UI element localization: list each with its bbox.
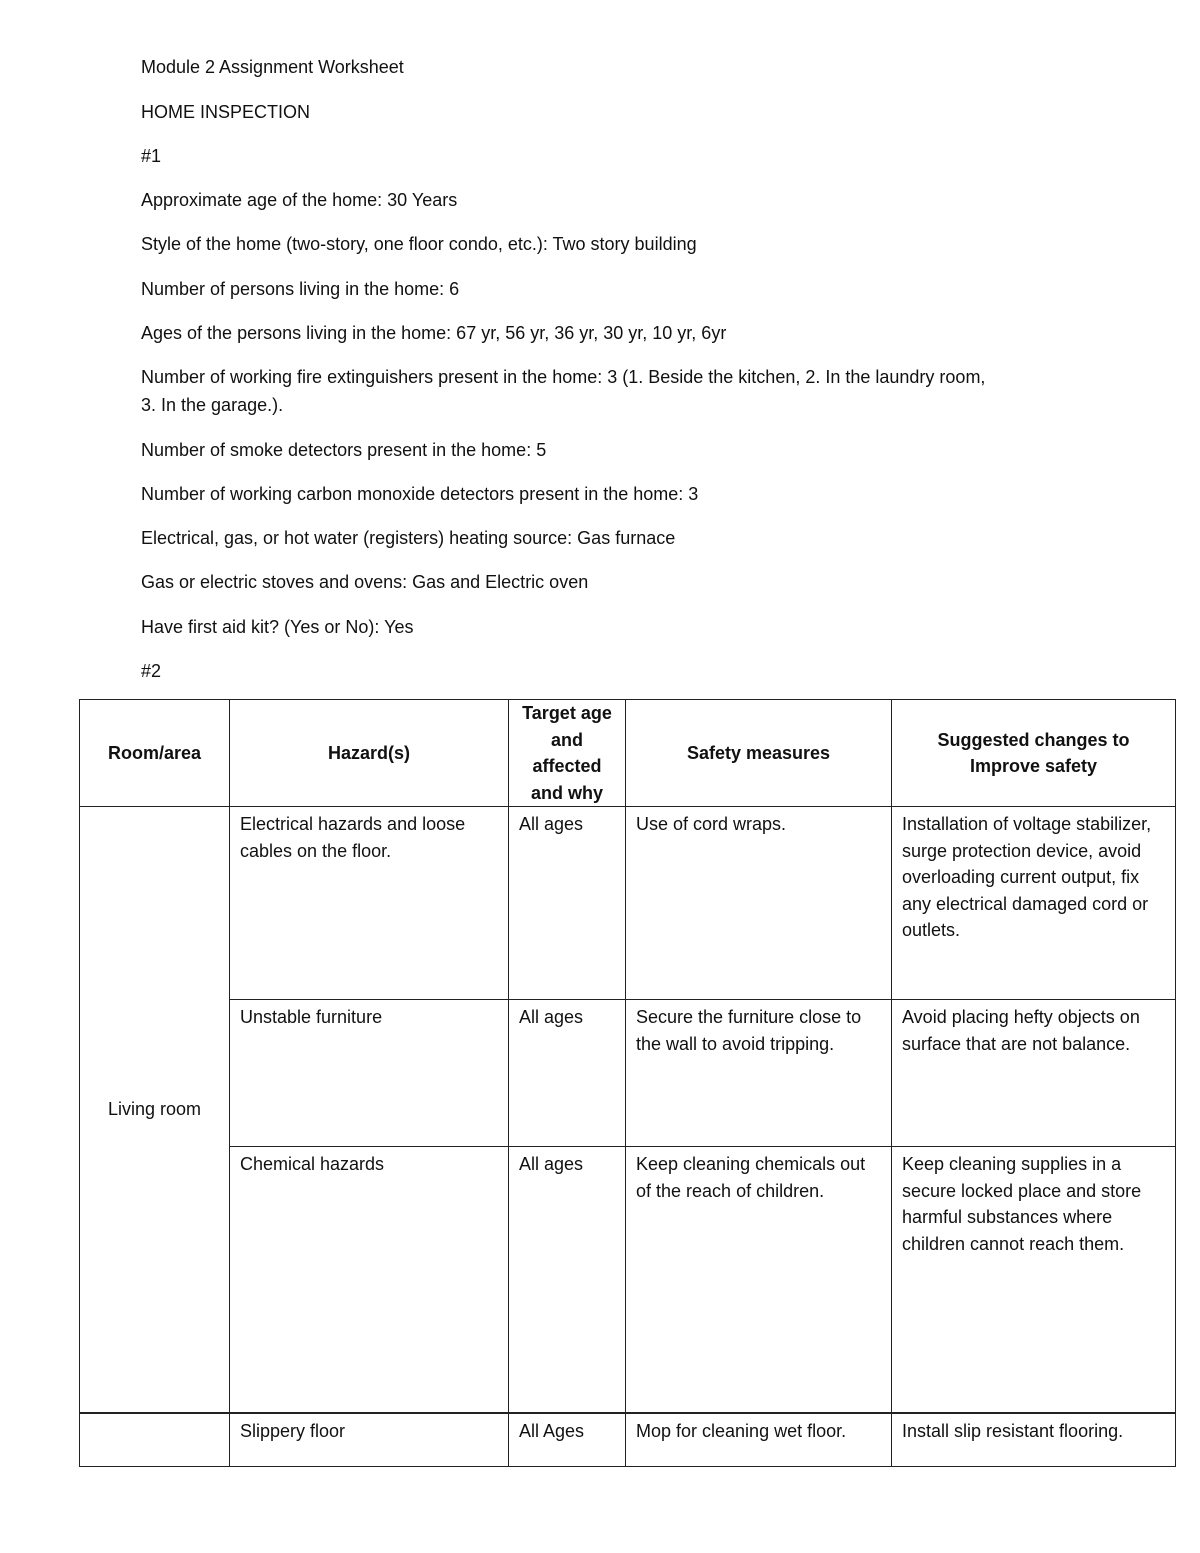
document-subtitle: HOME INSPECTION xyxy=(141,102,311,122)
header-target-age-line1: Target age xyxy=(522,703,612,723)
cell-hazard: Unstable furniture xyxy=(230,1000,509,1147)
field-heating-source: Electrical, gas, or hot water (registers) heating source: Gas furnace xyxy=(141,528,676,548)
section-1-label: #1 xyxy=(141,146,162,166)
cell-target-age: All ages xyxy=(509,1000,626,1147)
header-target-age xyxy=(509,700,626,807)
table-row xyxy=(80,1147,1176,1413)
cell-target-age: All Ages xyxy=(509,1413,626,1467)
field-stoves-ovens: Gas or electric stoves and ovens: Gas and Electric oven xyxy=(141,572,589,592)
cell-room-empty xyxy=(80,1413,230,1467)
header-target-age-line3: affected xyxy=(532,756,602,776)
header-suggested-changes-line2: Improve safety xyxy=(969,756,1098,776)
document-title: Module 2 Assignment Worksheet xyxy=(141,57,404,77)
cell-suggested-changes: Keep cleaning supplies in a secure locked place and store harmful substances where children cannot reach them. xyxy=(892,1147,1176,1413)
field-smoke-detectors: Number of smoke detectors present in the home: 5 xyxy=(141,440,547,460)
cell-safety-measures: Mop for cleaning wet floor. xyxy=(626,1413,892,1467)
cell-suggested-changes: Avoid placing hefty objects on surface that are not balance. xyxy=(892,1000,1176,1147)
cell-hazard: Electrical hazards and loose cables on the floor. xyxy=(230,807,509,1000)
field-home-style: Style of the home (two-story, one floor condo, etc.): Two story building xyxy=(141,234,697,254)
field-fire-extinguishers-cont: 3. In the garage.). xyxy=(141,395,284,415)
header-suggested-changes-line1: Suggested changes to xyxy=(937,729,1130,750)
field-co-detectors: Number of working carbon monoxide detectors present in the home: 3 xyxy=(141,484,699,504)
field-home-age: Approximate age of the home: 30 Years xyxy=(141,190,458,210)
cell-hazard: Slippery floor xyxy=(230,1413,509,1467)
table-row xyxy=(80,1413,1176,1467)
field-first-aid-kit: Have first aid kit? (Yes or No): Yes xyxy=(141,617,414,637)
cell-safety-measures: Keep cleaning chemicals out of the reach of children. xyxy=(626,1147,892,1413)
cell-target-age: All ages xyxy=(509,1147,626,1413)
header-safety-measures: Safety measures xyxy=(626,700,892,807)
header-hazards: Hazard(s) xyxy=(230,700,509,807)
header-target-age-line4: and why xyxy=(530,782,603,803)
hazard-table xyxy=(79,699,1176,1467)
header-room-area: Room/area xyxy=(80,700,230,807)
cell-safety-measures: Secure the furniture close to the wall to avoid tripping. xyxy=(626,1000,892,1147)
table-header-row xyxy=(80,700,1176,807)
header-suggested-changes xyxy=(892,700,1176,807)
table-row xyxy=(80,1000,1176,1147)
cell-suggested-changes: Installation of voltage stabilizer, surge protection device, avoid overloading current output, fix any electrical damaged cord or outlets. xyxy=(892,807,1176,1000)
cell-safety-measures: Use of cord wraps. xyxy=(626,807,892,1000)
cell-room-living-room: Living room xyxy=(80,807,230,1413)
table-row xyxy=(80,807,1176,1000)
header-target-age-line2: and xyxy=(550,729,583,750)
cell-hazard: Chemical hazards xyxy=(230,1147,509,1413)
section-2-label: #2 xyxy=(141,661,162,681)
field-fire-extinguishers: Number of working fire extinguishers present in the home: 3 (1. Beside the kitchen, 2. In the laundry room, xyxy=(141,367,986,387)
field-persons-ages: Ages of the persons living in the home: 67 yr, 56 yr, 36 yr, 30 yr, 10 yr, 6yr xyxy=(141,323,727,343)
field-persons-count: Number of persons living in the home: 6 xyxy=(141,279,460,299)
cell-target-age: All ages xyxy=(509,807,626,1000)
cell-suggested-changes: Install slip resistant flooring. xyxy=(892,1413,1176,1467)
